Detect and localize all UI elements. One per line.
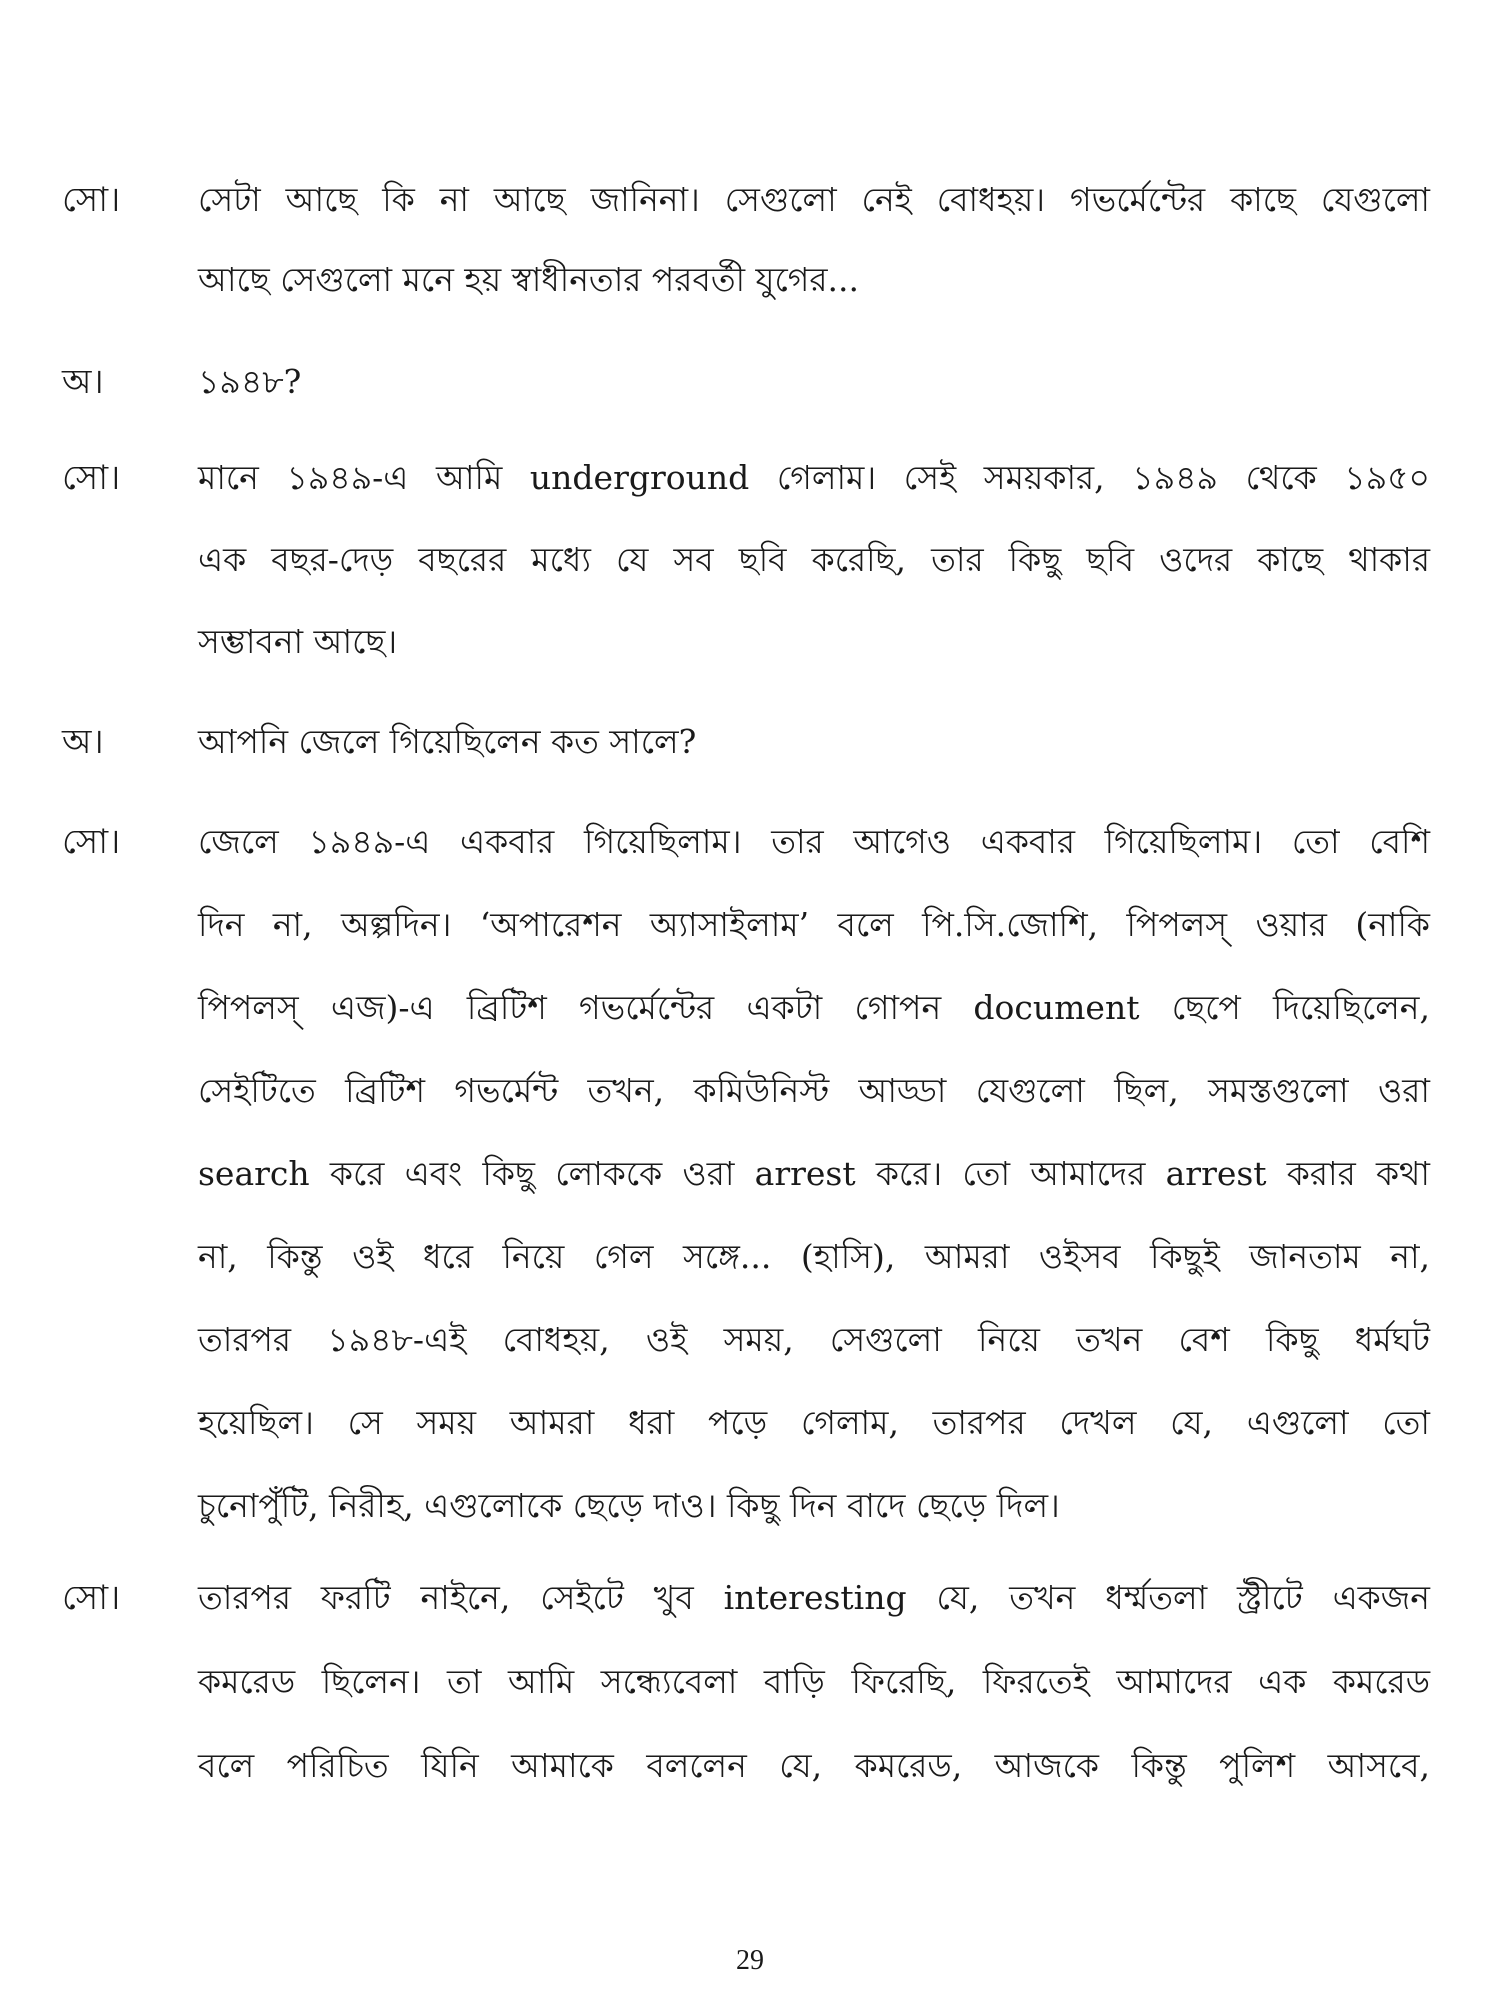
text-line: হয়েছিল। সে সময় আমরা ধরা পড়ে গেলাম, তারপর দেখল যে, এগুলো তো [198,1403,1430,1442]
text-line: এক বছর-দেড় বছরের মধ্যে যে সব ছবি করেছি, তার কিছু ছবি ওদের কাছে থাকার [198,540,1430,579]
speaker-label: সো। [62,1578,121,1618]
text-line: কমরেড ছিলেন। তা আমি সন্ধ্যেবেলা বাড়ি ফিরেছি, ফিরতেই আমাদের এক কমরেড [198,1662,1430,1701]
text-line: জেলে ১৯৪৯-এ একবার গিয়েছিলাম। তার আগেও একবার গিয়েছিলাম। তো বেশি [198,822,1430,861]
text-line: সেইটিতে ব্রিটিশ গভর্মেন্ট তখন, কমিউনিস্ট আড্ডা যেগুলো ছিল, সমস্তগুলো ওরা [198,1071,1430,1110]
speaker-label: সো। [62,180,121,220]
speaker-label: অ। [62,362,104,402]
text-line: সম্ভাবনা আছে। [198,622,398,661]
text-line: search করে এবং কিছু লোককে ওরা arrest করে। তো আমাদের arrest করার কথা [198,1154,1430,1193]
text-line: দিন না, অল্পদিন। ‘অপারেশন অ্যাসাইলাম’ বলে পি.সি.জোশি, পিপলস্ ওয়ার (নাকি [198,905,1430,944]
text-line: বলে পরিচিত যিনি আমাকে বললেন যে, কমরেড, আজকে কিন্তু পুলিশ আসবে, [198,1746,1430,1785]
page-number: 29 [736,1945,764,1976]
speaker-label: অ। [62,722,104,762]
text-line: পিপলস্ এজ)-এ ব্রিটিশ গভর্মেন্টের একটা গোপন document ছেপে দিয়েছিলেন, [198,988,1430,1027]
speaker-label: সো। [62,822,121,862]
text-line: না, কিন্তু ওই ধরে নিয়ে গেল সঙ্গে... (হাসি), আমরা ওইসব কিছুই জানতাম না, [198,1237,1430,1276]
text-line: আছে সেগুলো মনে হয় স্বাধীনতার পরবর্তী যুগের... [198,260,860,299]
text-line: আপনি জেলে গিয়েছিলেন কত সালে? [198,722,697,761]
text-line: মানে ১৯৪৯-এ আমি underground গেলাম। সেই সময়কার, ১৯৪৯ থেকে ১৯৫০ [198,458,1430,497]
text-line: তারপর ১৯৪৮-এই বোধহয়, ওই সময়, সেগুলো নিয়ে তখন বেশ কিছু ধর্মঘট [198,1320,1430,1359]
text-line: সেটা আছে কি না আছে জানিনা। সেগুলো নেই বোধহয়। গভর্মেন্টের কাছে যেগুলো [198,180,1430,219]
text-line: ১৯৪৮? [198,362,302,401]
text-line: তারপর ফরটি নাইনে, সেইটে খুব interesting যে, তখন ধর্ম্মতলা স্ট্রীটে একজন [198,1578,1430,1617]
text-line: চুনোপুঁটি, নিরীহ, এগুলোকে ছেড়ে দাও। কিছু দিন বাদে ছেড়ে দিল। [198,1486,1060,1525]
speaker-label: সো। [62,458,121,498]
